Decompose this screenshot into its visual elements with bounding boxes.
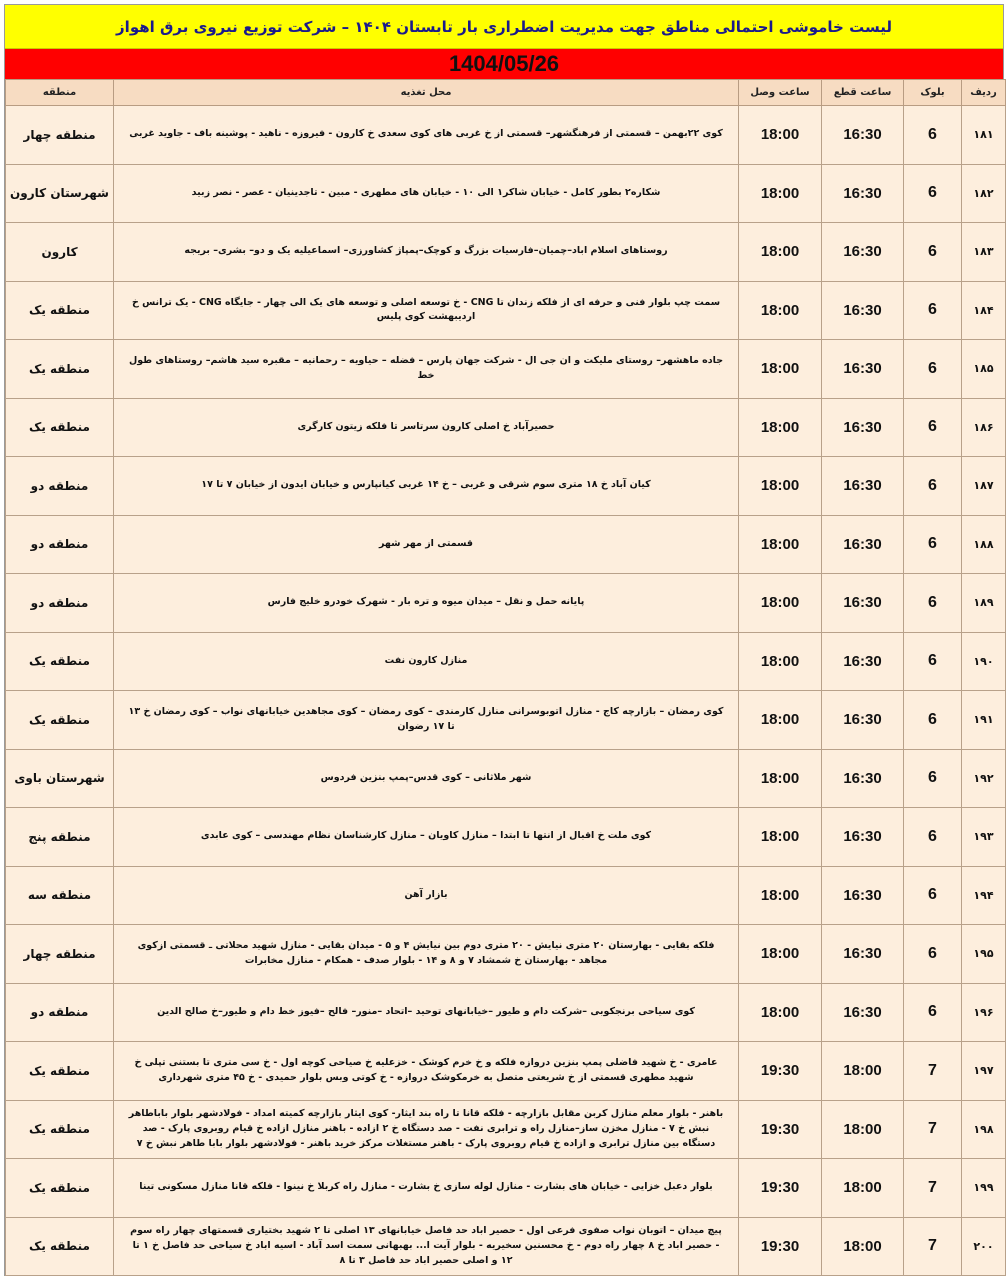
feeding-location: کوی ۲۲بهمن – قسمتی از فرهنگشهر– قسمتی از خ غربی های کوی سعدی خ کارون - فیروزه - ناهید - پوشینه باف - جاوید غربی xyxy=(114,106,739,165)
cut-time: 18:00 xyxy=(822,1100,904,1159)
table-row xyxy=(6,866,1006,925)
feeding-location: فلکه بقایی - بهارستان ۲۰ متری نیایش - ۲۰ متری دوم بین نیایش ۴ و ۵ - میدان بقایی - منازل شهید محلاتی ـ قسمتی ازکوی مجاهد - بهارستان خ شمشاد ۷ و ۸ و ۱۴ - بلوار صدف - همکام - منازل مخابرات xyxy=(114,925,739,984)
feeding-location: سمت چپ بلوار فنی و حرفه ای از فلکه زندان تا CNG - خ توسعه اصلی و توسعه های یک الی چهار - جایگاه CNG - یک ترانس خ اردیبهشت کوی پلیس xyxy=(114,281,739,340)
row-number: ۱۹۵ xyxy=(962,925,1006,984)
region-name: شهرستان کارون xyxy=(6,164,114,223)
block-number: 6 xyxy=(904,281,962,340)
feeding-location: پایانه حمل و نقل – میدان میوه و تره بار - شهرک خودرو خلیج فارس xyxy=(114,574,739,633)
row-number: ۱۸۴ xyxy=(962,281,1006,340)
table-row xyxy=(6,1100,1006,1159)
region-name: منطقه دو xyxy=(6,983,114,1042)
block-number: 6 xyxy=(904,398,962,457)
block-number: 6 xyxy=(904,691,962,750)
cut-time: 16:30 xyxy=(822,340,904,399)
connect-time: 18:00 xyxy=(739,925,822,984)
connect-time: 18:00 xyxy=(739,749,822,808)
region-name: منطقه دو xyxy=(6,515,114,574)
connect-time: 19:30 xyxy=(739,1159,822,1218)
block-number: 6 xyxy=(904,866,962,925)
connect-time: 19:30 xyxy=(739,1100,822,1159)
connect-time: 19:30 xyxy=(739,1042,822,1101)
region-name: کارون xyxy=(6,223,114,282)
cut-time: 16:30 xyxy=(822,457,904,516)
connect-time: 18:00 xyxy=(739,632,822,691)
cut-time: 16:30 xyxy=(822,281,904,340)
cut-time: 16:30 xyxy=(822,691,904,750)
table-row xyxy=(6,632,1006,691)
cut-time: 16:30 xyxy=(822,574,904,633)
block-number: 6 xyxy=(904,340,962,399)
cut-time: 18:00 xyxy=(822,1217,904,1276)
feeding-location: جاده ماهشهر– روستای ملیکت و ان جی ال - شرکت جهان پارس – فضله – حیاویه – رحمانیه – مقبره سید هاشم– روستاهای طول خط xyxy=(114,340,739,399)
table-row xyxy=(6,340,1006,399)
table-row xyxy=(6,398,1006,457)
block-number: 6 xyxy=(904,983,962,1042)
row-number: ۱۹۱ xyxy=(962,691,1006,750)
table-row xyxy=(6,1159,1006,1218)
connect-time: 18:00 xyxy=(739,281,822,340)
outage-table xyxy=(5,79,1006,1276)
cut-time: 16:30 xyxy=(822,398,904,457)
col-block-header: بلوک xyxy=(904,80,962,106)
region-name: منطقه یک xyxy=(6,1100,114,1159)
block-number: 6 xyxy=(904,808,962,867)
table-row xyxy=(6,223,1006,282)
block-number: 6 xyxy=(904,749,962,808)
region-name: منطقه یک xyxy=(6,1042,114,1101)
table-row xyxy=(6,1042,1006,1101)
connect-time: 19:30 xyxy=(739,1217,822,1276)
table-row xyxy=(6,457,1006,516)
row-number: ۱۹۹ xyxy=(962,1159,1006,1218)
col-region-header: منطقه xyxy=(6,80,114,106)
schedule-date: 1404/05/26 xyxy=(5,49,1003,79)
connect-time: 18:00 xyxy=(739,164,822,223)
feeding-location: بازار آهن xyxy=(114,866,739,925)
region-name: منطقه دو xyxy=(6,574,114,633)
connect-time: 18:00 xyxy=(739,691,822,750)
table-row xyxy=(6,515,1006,574)
cut-time: 16:30 xyxy=(822,515,904,574)
row-number: ۱۹۳ xyxy=(962,808,1006,867)
region-name: منطقه یک xyxy=(6,281,114,340)
feeding-location: کوی سیاحی برنجکوبی –شرکت دام و طیور –خیابانهای توحید –اتحاد –منور– فالح –فیوز خط دام و طیور–خ صالح الدین xyxy=(114,983,739,1042)
cut-time: 16:30 xyxy=(822,749,904,808)
row-number: ۱۸۱ xyxy=(962,106,1006,165)
row-number: ۱۸۹ xyxy=(962,574,1006,633)
block-number: 6 xyxy=(904,574,962,633)
feeding-location: منازل کارون نفت xyxy=(114,632,739,691)
row-number: ۱۹۷ xyxy=(962,1042,1006,1101)
block-number: 6 xyxy=(904,457,962,516)
region-name: منطقه یک xyxy=(6,398,114,457)
block-number: 7 xyxy=(904,1159,962,1218)
table-row xyxy=(6,749,1006,808)
table-row xyxy=(6,1217,1006,1276)
feeding-location: عامری - خ شهید فاضلی پمپ بنزین دروازه فلکه و خ خرم کوشک - خزعلیه خ صیاحی کوچه اول - خ سی متری تا بستنی تپلی خ شهید مطهری قسمتی از خ شریعتی متصل به خرمکوشک دروازه - خ کوتی وبس بلوار حمیدی - خ ۴۵ متری شهرداری xyxy=(114,1042,739,1101)
table-row xyxy=(6,983,1006,1042)
connect-time: 18:00 xyxy=(739,398,822,457)
cut-time: 16:30 xyxy=(822,223,904,282)
feeding-location: حصیرآباد خ اصلی کارون سرتاسر تا فلکه زیتون کارگری xyxy=(114,398,739,457)
col-cut-time-header: ساعت قطع xyxy=(822,80,904,106)
region-name: منطقه یک xyxy=(6,632,114,691)
feeding-location: کوی ملت خ اقبال از انتها تا ابتدا – منازل کاویان – منازل کارشناسان نظام مهندسی – کوی عابدی xyxy=(114,808,739,867)
cut-time: 16:30 xyxy=(822,808,904,867)
feeding-location: شکاره۲ بطور کامل - خیابان شاکر۱ الی ۱۰ - خیابان های مطهری - مبین - تاجدینیان - عصر - نصر زبید xyxy=(114,164,739,223)
block-number: 6 xyxy=(904,223,962,282)
block-number: 6 xyxy=(904,632,962,691)
feeding-location: پیچ میدان – اتوبان نواب صفوی فرعی اول - حصیر اباد حد فاصل خیابانهای ۱۳ اصلی تا ۲ شهید بختیاری قسمتهای چهار راه سوم - حصیر اباد خ ۸ چهار راه دوم - خ محسنین سخیریه - بلوار آیت ا... بهبهانی سمت اسد آباد - اسیه اباد خ سیاحی حد فاصل خ ۱ تا ۱۲ و اصلی حصیر اباد حد فاصل ۳ تا ۸ xyxy=(114,1217,739,1276)
connect-time: 18:00 xyxy=(739,106,822,165)
connect-time: 18:00 xyxy=(739,223,822,282)
cut-time: 16:30 xyxy=(822,925,904,984)
row-number: ۱۸۲ xyxy=(962,164,1006,223)
feeding-location: قسمتی از مهر شهر xyxy=(114,515,739,574)
block-number: 7 xyxy=(904,1100,962,1159)
cut-time: 16:30 xyxy=(822,866,904,925)
table-row xyxy=(6,106,1006,165)
connect-time: 18:00 xyxy=(739,574,822,633)
row-number: ۱۸۷ xyxy=(962,457,1006,516)
region-name: منطقه یک xyxy=(6,1159,114,1218)
feeding-location: کوی رمضان – بازارچه کاج - منازل اتوبوسرانی منازل کارمندی – کوی رمضان – کوی مجاهدین خیابانهای نواب – کوی رمضان خ ۱۳ تا ۱۷ رضوان xyxy=(114,691,739,750)
table-body xyxy=(6,106,1006,1276)
row-number: ۱۸۸ xyxy=(962,515,1006,574)
region-name: منطقه چهار xyxy=(6,925,114,984)
connect-time: 18:00 xyxy=(739,866,822,925)
region-name: منطقه یک xyxy=(6,340,114,399)
feeding-location: باهنر - بلوار معلم منازل کربن مقابل بازارچه - فلکه قانا تا راه بند ایثار- کوی ایثار بازارچه کمیته امداد - فولادشهر بلوار باباطاهر نبش خ ۷ - منازل مخزن ساز–منازل راه و ترابری نفت - صد دستگاه خ ۲ ازاده - باهنر منازل ازاده خ قیام روبروی پارک - صد دستگاه بین منازل ترابری و ازاده خ قیام روبروی پارک - باهنر مستغلات مرکز خرید باهنر - فولادشهر بلوار بابا طاهر نبش خ ۷ xyxy=(114,1100,739,1159)
block-number: 6 xyxy=(904,925,962,984)
col-place-header: محل تغذیه xyxy=(114,80,739,106)
cut-time: 18:00 xyxy=(822,1042,904,1101)
feeding-location: بلوار دعبل خزایی - خیابان های بشارت - منازل لوله سازی خ بشارت - منازل راه کربلا خ نینوا - فلکه قانا منازل مسکونی تینا xyxy=(114,1159,739,1218)
table-row xyxy=(6,281,1006,340)
table-header-row xyxy=(6,80,1006,106)
row-number: ۱۸۶ xyxy=(962,398,1006,457)
region-name: منطقه یک xyxy=(6,691,114,750)
table-row xyxy=(6,925,1006,984)
region-name: منطقه پنج xyxy=(6,808,114,867)
region-name: منطقه یک xyxy=(6,1217,114,1276)
row-number: ۲۰۰ xyxy=(962,1217,1006,1276)
connect-time: 18:00 xyxy=(739,808,822,867)
feeding-location: شهر ملاثانی – کوی قدس–پمپ بنزین فردوس xyxy=(114,749,739,808)
connect-time: 18:00 xyxy=(739,515,822,574)
row-number: ۱۹۰ xyxy=(962,632,1006,691)
block-number: 6 xyxy=(904,164,962,223)
col-row-header: ردیف xyxy=(962,80,1006,106)
page-title: لیست خاموشی احتمالی مناطق جهت مدیریت اضطراری بار تابستان ۱۴۰۴ – شرکت توزیع نیروی برق اهواز xyxy=(5,5,1003,49)
table-row xyxy=(6,164,1006,223)
block-number: 6 xyxy=(904,106,962,165)
row-number: ۱۹۶ xyxy=(962,983,1006,1042)
feeding-location: روستاهای اسلام اباد–چمیان–فارسیات بزرگ و کوچک–پمپاژ کشاورزی– اسماعیلیه یک و دو– بشری– بریجه xyxy=(114,223,739,282)
table-row xyxy=(6,574,1006,633)
cut-time: 16:30 xyxy=(822,632,904,691)
region-name: منطقه سه xyxy=(6,866,114,925)
cut-time: 16:30 xyxy=(822,164,904,223)
row-number: ۱۹۸ xyxy=(962,1100,1006,1159)
col-connect-time-header: ساعت وصل xyxy=(739,80,822,106)
table-row xyxy=(6,691,1006,750)
connect-time: 18:00 xyxy=(739,340,822,399)
block-number: 7 xyxy=(904,1042,962,1101)
feeding-location: کیان آباد خ ۱۸ متری سوم شرقی و غربی – خ ۱۴ غربی کیانپارس و خیابان ایدون از خیابان ۷ تا ۱۷ xyxy=(114,457,739,516)
block-number: 7 xyxy=(904,1217,962,1276)
connect-time: 18:00 xyxy=(739,457,822,516)
cut-time: 16:30 xyxy=(822,106,904,165)
region-name: منطقه دو xyxy=(6,457,114,516)
region-name: منطقه چهار xyxy=(6,106,114,165)
cut-time: 18:00 xyxy=(822,1159,904,1218)
row-number: ۱۸۵ xyxy=(962,340,1006,399)
block-number: 6 xyxy=(904,515,962,574)
row-number: ۱۹۴ xyxy=(962,866,1006,925)
table-row xyxy=(6,808,1006,867)
cut-time: 16:30 xyxy=(822,983,904,1042)
row-number: ۱۸۳ xyxy=(962,223,1006,282)
schedule-sheet xyxy=(4,4,1004,1276)
region-name: شهرستان باوی xyxy=(6,749,114,808)
row-number: ۱۹۲ xyxy=(962,749,1006,808)
connect-time: 18:00 xyxy=(739,983,822,1042)
